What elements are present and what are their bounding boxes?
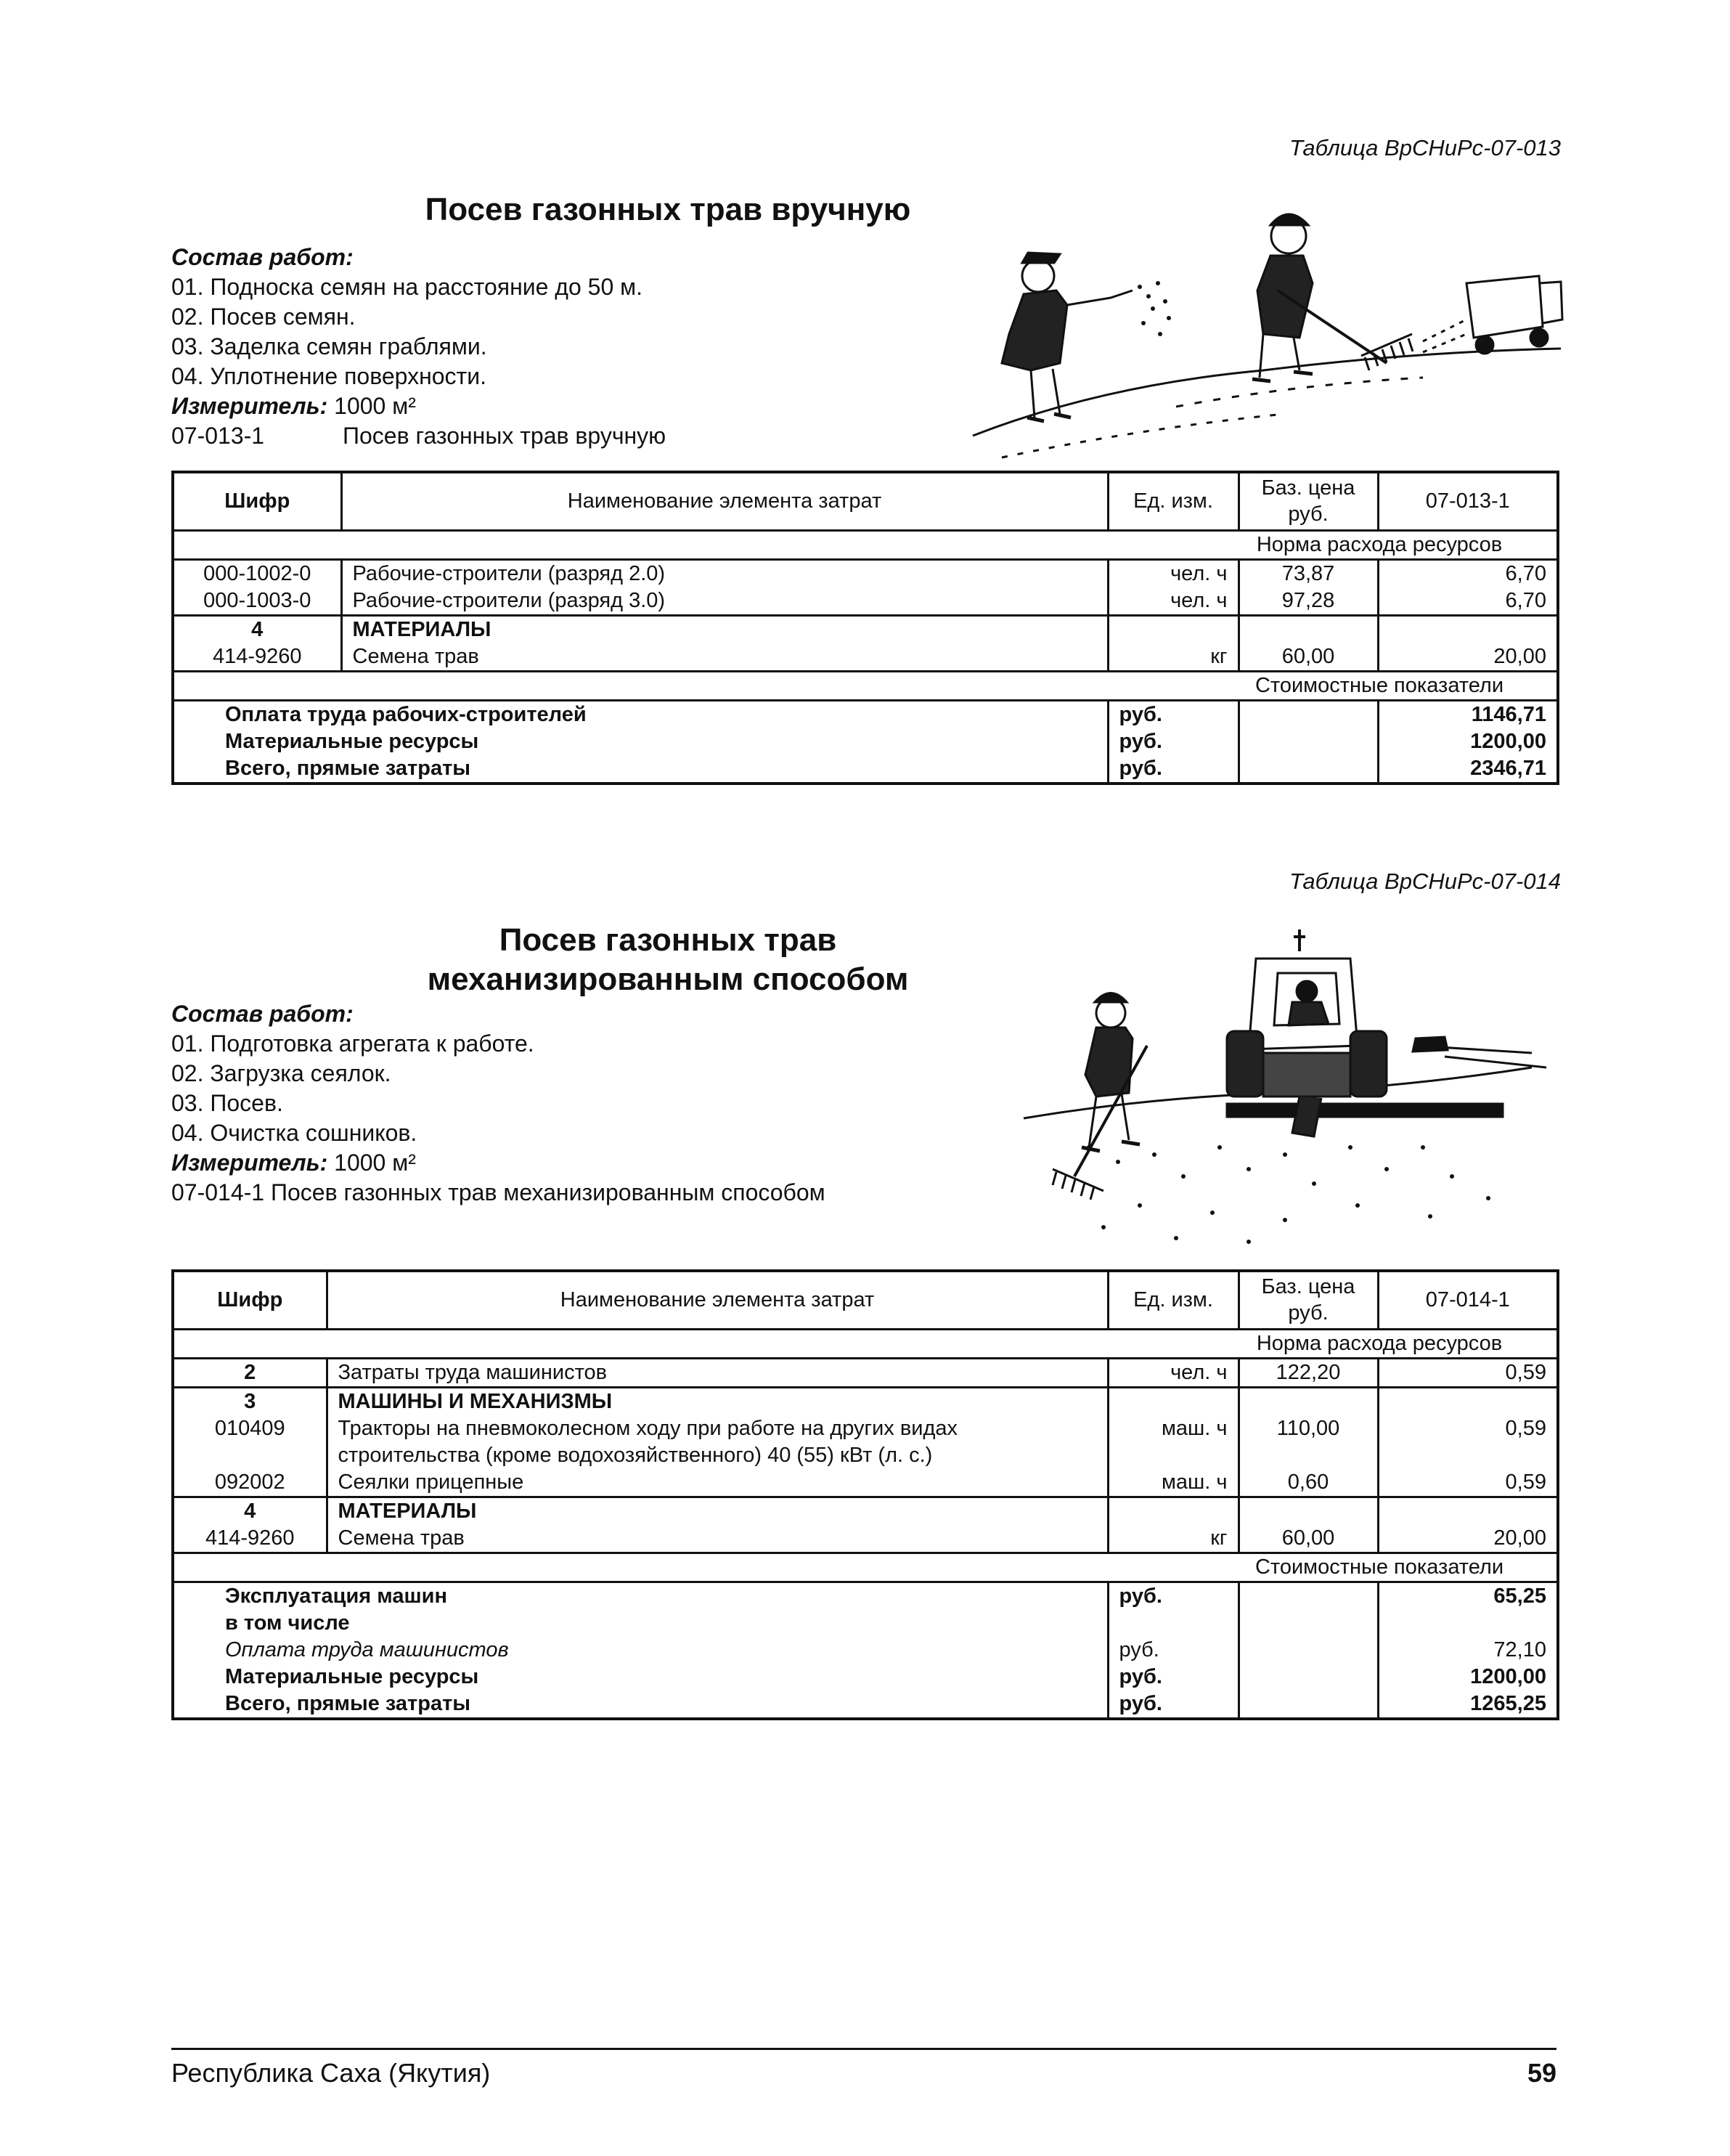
resource-table-2 (171, 1269, 1559, 1720)
title-line-1: Посев газонных трав (499, 922, 837, 958)
header-unit: Ед. изм. (1108, 472, 1239, 530)
section-title (312, 921, 1024, 999)
header-unit: Ед. изм. (1108, 1271, 1239, 1329)
table-row: 414-9260 Семена трав кг 60,00 20,00 (173, 643, 1558, 672)
meter-value: 1000 м² (334, 393, 416, 419)
header-name: Наименование элемента затрат (341, 472, 1108, 530)
work-composition (171, 999, 984, 1208)
code: 07-013-1 (171, 423, 265, 449)
work-composition (171, 243, 955, 451)
header-norm: 07-014-1 (1378, 1271, 1558, 1329)
header-name: Наименование элемента затрат (327, 1271, 1108, 1329)
header-price: Баз. цена руб. (1239, 472, 1378, 530)
table-reference: Таблица ВрСНиРс-07-013 (1289, 135, 1561, 160)
table-row: 3 МАШИНЫ И МЕХАНИЗМЫ (173, 1387, 1558, 1415)
code-line (171, 421, 955, 451)
cost-row: Материальные ресурсы руб. 1200,00 (173, 728, 1558, 755)
meter (171, 1148, 984, 1178)
code-name: Посев газонных трав механизированным способом (270, 1179, 825, 1205)
cost-row: Эксплуатация машин руб. 65,25 (173, 1582, 1558, 1610)
page-number: 59 (1527, 2058, 1556, 2088)
resource-table-1 (171, 471, 1559, 785)
works-header: Состав работ: (171, 1001, 354, 1027)
section-cost: Стоимостные показатели (173, 671, 1558, 700)
table-row: 4 МАТЕРИАЛЫ (173, 1497, 1558, 1525)
section-title: Посев газонных трав вручную (425, 192, 911, 227)
footer-divider (171, 2048, 1556, 2050)
cost-row: Материальные ресурсы руб. 1200,00 (173, 1664, 1558, 1691)
table-row: 092002 Сеялки прицепные маш. ч 0,60 0,59 (173, 1469, 1558, 1497)
cost-row: Оплата труда рабочих-строителей руб. 1146,71 (173, 700, 1558, 728)
tractor-sowing-illustration (1009, 929, 1568, 1249)
work-item: 04. Очистка сошников. (171, 1120, 417, 1146)
section-cost: Стоимостные показатели (173, 1553, 1558, 1582)
work-item: 01. Подноска семян на расстояние до 50 м. (171, 274, 643, 300)
section-norm: Норма расхода ресурсов (173, 530, 1558, 559)
sowing-workers-illustration (958, 196, 1568, 472)
cost-row: Всего, прямые затраты руб. 1265,25 (173, 1691, 1558, 1719)
work-item: 02. Загрузка сеялок. (171, 1060, 391, 1086)
meter (171, 391, 955, 421)
cost-row: Всего, прямые затраты руб. 2346,71 (173, 755, 1558, 784)
code: 07-014-1 (171, 1179, 265, 1205)
code-name: Посев газонных трав вручную (343, 423, 666, 449)
code-line (171, 1178, 984, 1208)
table-row: 4 МАТЕРИАЛЫ (173, 615, 1558, 643)
work-item: 01. Подготовка агрегата к работе. (171, 1030, 534, 1057)
header-cipher: Шифр (173, 1271, 327, 1329)
meter-label: Измеритель: (171, 393, 328, 419)
table-row: 000-1003-0 Рабочие-строители (разряд 3.0) чел. ч 97,28 6,70 (173, 587, 1558, 616)
table-row: 010409 Тракторы на пневмоколесном ходу при работе на других видах строительства (кроме водохозяйственного) 40 (55) кВт (л. с.) маш. ч 110,00 0,59 (173, 1415, 1558, 1469)
work-item: 04. Уплотнение поверхности. (171, 363, 486, 389)
table-row: 000-1002-0 Рабочие-строители (разряд 2.0) чел. ч 73,87 6,70 (173, 559, 1558, 587)
works-header: Состав работ: (171, 244, 354, 270)
meter-label: Измеритель: (171, 1150, 328, 1176)
table-reference: Таблица ВрСНиРс-07-014 (1289, 868, 1561, 894)
header-cipher: Шифр (173, 472, 341, 530)
header-norm: 07-013-1 (1378, 472, 1558, 530)
section-norm: Норма расхода ресурсов (173, 1329, 1558, 1358)
table-row: 414-9260 Семена трав кг 60,00 20,00 (173, 1525, 1558, 1553)
work-item: 02. Посев семян. (171, 304, 356, 330)
cost-row: в том числе (173, 1610, 1558, 1637)
meter-value: 1000 м² (334, 1150, 416, 1176)
title-line-2: механизированным способом (427, 961, 909, 997)
table-row: 2 Затраты труда машинистов чел. ч 122,20 0,59 (173, 1358, 1558, 1387)
header-price: Баз. цена руб. (1239, 1271, 1378, 1329)
work-item: 03. Заделка семян граблями. (171, 333, 487, 359)
footer-region: Республика Саха (Якутия) (171, 2058, 491, 2088)
work-item: 03. Посев. (171, 1090, 283, 1116)
cost-row: Оплата труда машинистов руб. 72,10 (173, 1637, 1558, 1664)
